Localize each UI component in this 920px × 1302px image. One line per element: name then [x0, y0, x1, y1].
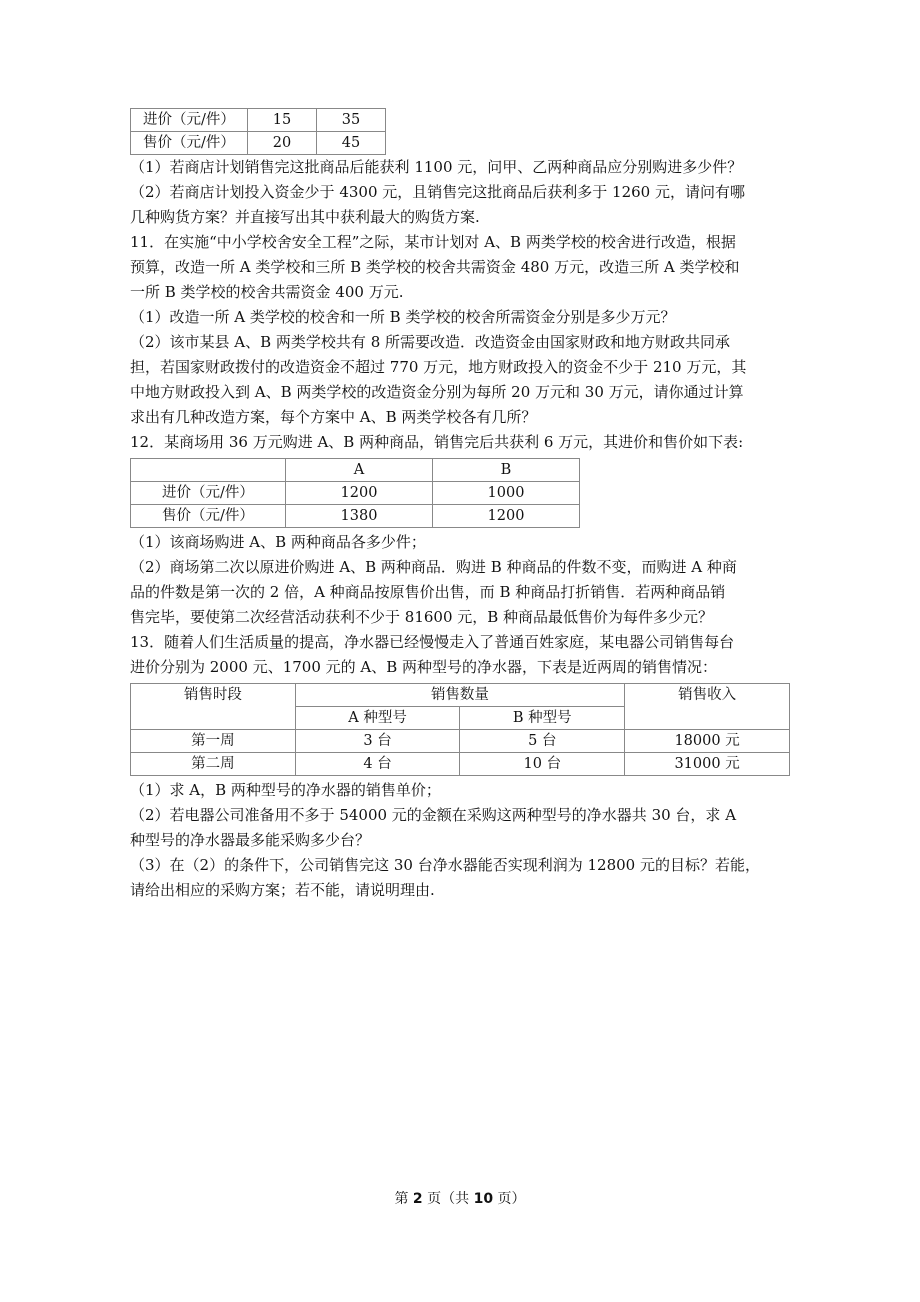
table-cell: 31000 元: [625, 753, 790, 776]
q10-part2-line2: 几种购货方案？并直接写出其中获利最大的购货方案.: [130, 208, 480, 226]
q13-part2-line2: 种型号的净水器最多能采购多少台？: [130, 831, 371, 849]
q13-part3-line2: 请给出相应的采购方案；若不能，请说明理由.: [130, 881, 435, 899]
table-cell: 18000 元: [625, 730, 790, 753]
table-cell: 35: [317, 109, 386, 132]
table-header-cell: 销售时段: [131, 684, 296, 730]
table-header-row: [131, 684, 790, 707]
q11-line1: 11．在实施“中小学校舍安全工程”之际，某市计划对 A、B 两类学校的校舍进行改造，根据: [130, 233, 736, 251]
q11-part2-line3: 中地方财政投入到 A、B 两类学校的改造资金分别为每所 20 万元和 30 万元，请你通过计算: [130, 383, 744, 401]
table-cell: 1000: [433, 482, 580, 505]
table-cell: 第二周: [131, 753, 296, 776]
q11-part2-line4: 求出有几种改造方案，每个方案中 A、B 两类学校各有几所？: [130, 408, 537, 426]
q11-line2: 预算，改造一所 A 类学校和三所 B 类学校的校舍共需资金 480 万元，改造三所 A 类学校和: [130, 258, 740, 276]
table-cell: [131, 459, 286, 482]
table-cell: 售价（元/件）: [131, 132, 248, 155]
q13-part3-line1: （3）在（2）的条件下，公司销售完这 30 台净水器能否实现利润为 12800 元的目标？若能，: [130, 856, 760, 874]
q11-part2-line2: 担，若国家财政拨付的改造资金不超过 770 万元，地方财政投入的资金不少于 210 万元，其: [130, 358, 747, 376]
table-cell: 1380: [286, 505, 433, 528]
q11-part1: （1）改造一所 A 类学校的校舍和一所 B 类学校的校舍所需资金分别是多少万元？: [130, 308, 676, 326]
sales-table: [130, 683, 790, 776]
table-cell: 1200: [286, 482, 433, 505]
q13-line1: 13．随着人们生活质量的提高，净水器已经慢慢走入了普通百姓家庭，某电器公司销售每台: [130, 633, 735, 651]
table-header-cell: B 种型号: [460, 707, 625, 730]
q12-part1: （1）该商场购进 A、B 两种商品各多少件；: [130, 533, 426, 551]
table-header-cell: A 种型号: [295, 707, 460, 730]
footer-text: 第: [394, 1191, 413, 1207]
table-cell: 进价（元/件）: [131, 109, 248, 132]
q10-part2-line1: （2）若商店计划投入资金少于 4300 元，且销售完这批商品后获利多于 1260 元，请问有哪: [130, 183, 745, 201]
table-row: [131, 482, 580, 505]
table-header-cell: A: [286, 459, 433, 482]
q12-part2-line1: （2）商场第二次以原进价购进 A、B 两种商品．购进 B 种商品的件数不变，而购进 A 种商: [130, 558, 737, 576]
table-cell: 10 台: [460, 753, 625, 776]
total-pages: 10: [473, 1191, 494, 1207]
footer-text: 页（共: [422, 1191, 474, 1207]
table-cell: 45: [317, 132, 386, 155]
page-number: 2: [412, 1191, 423, 1207]
table-cell: 售价（元/件）: [131, 505, 286, 528]
q12-line1: 12．某商场用 36 万元购进 A、B 两种商品，销售完后共获利 6 万元，其进价和售价如下表:: [130, 433, 744, 451]
q10-part1: （1）若商店计划销售完这批商品后能获利 1100 元，问甲、乙两种商品应分别购进多少件？: [130, 158, 743, 176]
q13-part1: （1）求 A，B 两种型号的净水器的销售单价；: [130, 781, 441, 799]
table-header-row: [131, 459, 580, 482]
table-row: [131, 109, 386, 132]
table-row: [131, 753, 790, 776]
table-cell: 20: [248, 132, 317, 155]
footer-text: 页）: [493, 1191, 526, 1207]
table-cell: 15: [248, 109, 317, 132]
q12-part2-line2: 品的件数是第一次的 2 倍，A 种商品按原售价出售，而 B 种商品打折销售．若两种商品销: [130, 583, 726, 601]
page-footer: [0, 1188, 920, 1208]
q13-part2-line1: （2）若电器公司准备用不多于 54000 元的金额在采购这两种型号的净水器共 30 台，求 A: [130, 806, 737, 824]
table-row: [131, 505, 580, 528]
q11-part2-line1: （2）该市某县 A、B 两类学校共有 8 所需要改造．改造资金由国家财政和地方财政共同承: [130, 333, 731, 351]
q13-line2: 进价分别为 2000 元、1700 元的 A、B 两种型号的净水器，下表是近两周的销售情况：: [130, 658, 718, 676]
table-header-cell: 销售收入: [625, 684, 790, 730]
table-cell: 第一周: [131, 730, 296, 753]
table-header-cell: 销售数量: [295, 684, 624, 707]
table-cell: 5 台: [460, 730, 625, 753]
table-cell: 4 台: [295, 753, 460, 776]
price-table-1: [130, 108, 386, 155]
table-row: [131, 730, 790, 753]
table-cell: 3 台: [295, 730, 460, 753]
table-cell: 1200: [433, 505, 580, 528]
table-cell: 进价（元/件）: [131, 482, 286, 505]
q11-line3: 一所 B 类学校的校舍共需资金 400 万元.: [130, 283, 404, 301]
page-content: [130, 108, 795, 903]
price-table-2: [130, 458, 580, 528]
q12-part2-line3: 售完毕，要使第二次经营活动获利不少于 81600 元，B 种商品最低售价为每件多少元？: [130, 608, 714, 626]
table-header-cell: B: [433, 459, 580, 482]
table-row: [131, 132, 386, 155]
